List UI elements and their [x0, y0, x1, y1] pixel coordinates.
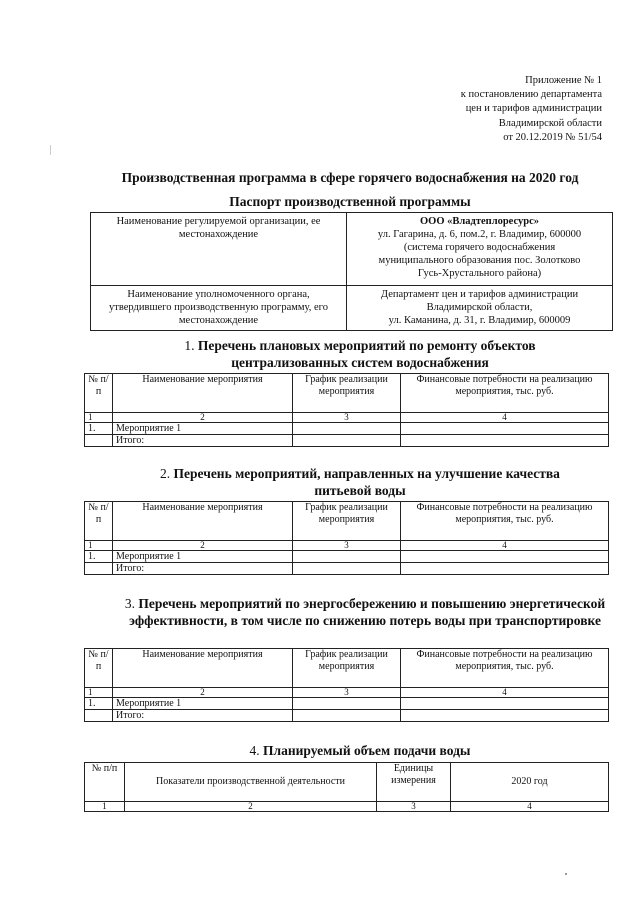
section-title: [180, 742, 540, 759]
table-cell: Мероприятие 1: [113, 551, 293, 563]
table-row: [85, 551, 609, 563]
table-cell: Итого:: [113, 563, 293, 575]
column-number: 1: [85, 688, 113, 698]
section-table: [84, 648, 609, 722]
address-line: Департамент цен и тарифов администрации: [380, 289, 579, 300]
passport-value: [347, 286, 613, 331]
table-cell: [293, 698, 401, 710]
section-heading: Перечень мероприятий по энергосбережению и повышению энергетической эффективности, в том числе по снижению потерь воды при транспортировке: [129, 596, 606, 628]
section-table: [84, 762, 609, 812]
passport-title: Паспорт производственной программы: [229, 194, 471, 209]
column-number: 3: [293, 541, 401, 551]
table-cell: Итого:: [113, 710, 293, 722]
table-cell: [85, 435, 113, 447]
column-number: 4: [451, 802, 609, 812]
table-row: [85, 563, 609, 575]
column-header: Финансовые потребности на реализацию мероприятия, тыс. руб.: [401, 374, 609, 413]
document-title: Производственная программа в сфере горячего водоснабжения на 2020 год: [121, 170, 579, 185]
table-cell: [401, 423, 609, 435]
column-header: График реализации мероприятия: [293, 649, 401, 688]
table-cell: [293, 710, 401, 722]
table-cell: Итого:: [113, 435, 293, 447]
column-number: 1: [85, 541, 113, 551]
table-row: [85, 710, 609, 722]
address-line: муниципального образования пос. Золотково: [378, 255, 581, 266]
section-table: [84, 373, 609, 447]
section-heading: Перечень мероприятий, направленных на улучшение качества питьевой воды: [173, 466, 560, 498]
table-cell: [293, 551, 401, 563]
column-header: Финансовые потребности на реализацию мероприятия, тыс. руб.: [401, 649, 609, 688]
column-number: 2: [113, 541, 293, 551]
organization-name: ООО «Владтеплоресурс»: [420, 216, 539, 227]
column-header: № п/п: [85, 374, 113, 413]
table-header-row: [85, 502, 609, 541]
column-number: 2: [125, 802, 377, 812]
column-number-row: [85, 688, 609, 698]
table-header-row: [85, 763, 609, 802]
column-number: 3: [377, 802, 451, 812]
column-header: График реализации мероприятия: [293, 502, 401, 541]
section-title: [140, 465, 580, 499]
table-header-row: [85, 374, 609, 413]
table-cell: 1.: [85, 551, 113, 563]
column-header: № п/п: [85, 649, 113, 688]
column-header: Наименование мероприятия: [113, 649, 293, 688]
appendix-block: [461, 74, 602, 145]
column-number-row: [85, 541, 609, 551]
table-header-row: [85, 649, 609, 688]
section-title: [150, 337, 570, 371]
table-cell: Мероприятие 1: [113, 423, 293, 435]
table-cell: [401, 563, 609, 575]
table-row: [85, 423, 609, 435]
column-number: 4: [401, 688, 609, 698]
column-header: Наименование мероприятия: [113, 502, 293, 541]
section-heading: Перечень плановых мероприятий по ремонту объектов централизованных систем водоснабжения: [197, 338, 536, 370]
column-number: 4: [401, 541, 609, 551]
table-cell: [293, 423, 401, 435]
appendix-line: к постановлению департамента: [460, 89, 602, 101]
table-cell: [293, 435, 401, 447]
column-header: 2020 год: [451, 763, 609, 802]
column-number: 4: [401, 413, 609, 423]
passport-row: [91, 286, 613, 331]
column-number: 1: [85, 802, 125, 812]
passport-value: [347, 213, 613, 286]
passport-label: Наименование регулируемой организации, ее местонахождение: [91, 213, 347, 286]
section-number: 2.: [160, 466, 171, 481]
section-number: 4.: [249, 743, 260, 758]
address-line: Гусь-Хрустального района): [417, 268, 542, 279]
table-cell: [85, 563, 113, 575]
section-number: 3.: [124, 596, 135, 611]
table-cell: [401, 435, 609, 447]
column-header: № п/п: [85, 763, 125, 802]
table-row: [85, 698, 609, 710]
table-cell: 1.: [85, 423, 113, 435]
column-number: 3: [293, 688, 401, 698]
passport-label: Наименование уполномоченного органа, утвердившего производственную программу, его местонахождение: [91, 286, 347, 331]
column-header: Финансовые потребности на реализацию мероприятия, тыс. руб.: [401, 502, 609, 541]
column-header: Показатели производственной деятельности: [125, 763, 377, 802]
table-cell: [401, 710, 609, 722]
appendix-line: от 20.12.2019 № 51/54: [503, 131, 602, 143]
table-cell: [401, 551, 609, 563]
scan-mark: [50, 145, 51, 155]
table-cell: 1.: [85, 698, 113, 710]
column-header: График реализации мероприятия: [293, 374, 401, 413]
column-header: № п/п: [85, 502, 113, 541]
table-row: [85, 435, 609, 447]
passport-row: [91, 213, 613, 286]
appendix-line: цен и тарифов администрации: [465, 103, 602, 115]
column-number: 2: [113, 688, 293, 698]
address-line: (система горячего водоснабжения: [403, 242, 556, 253]
column-number-row: [85, 413, 609, 423]
table-cell: Мероприятие 1: [113, 698, 293, 710]
section-table: [84, 501, 609, 575]
column-number: 3: [293, 413, 401, 423]
passport-table: [90, 212, 613, 331]
column-header: Наименование мероприятия: [113, 374, 293, 413]
section-number: 1.: [184, 338, 195, 353]
column-number: 2: [113, 413, 293, 423]
address-line: ул. Каманина, д. 31, г. Владимир, 600009: [388, 315, 571, 326]
address-line: Владимирской области,: [426, 302, 533, 313]
address-line: ул. Гагарина, д. 6, пом.2, г. Владимир, 600000: [377, 229, 582, 240]
column-number-row: [85, 802, 609, 812]
column-number: 1: [85, 413, 113, 423]
table-cell: [401, 698, 609, 710]
column-header: Единицы измерения: [377, 763, 451, 802]
scan-speck: [565, 873, 567, 875]
appendix-line: Приложение № 1: [525, 75, 602, 86]
section-title: [110, 595, 620, 629]
section-heading: Планируемый объем подачи воды: [263, 743, 471, 758]
table-cell: [85, 710, 113, 722]
table-cell: [293, 563, 401, 575]
appendix-line: Владимирской области: [498, 117, 602, 129]
